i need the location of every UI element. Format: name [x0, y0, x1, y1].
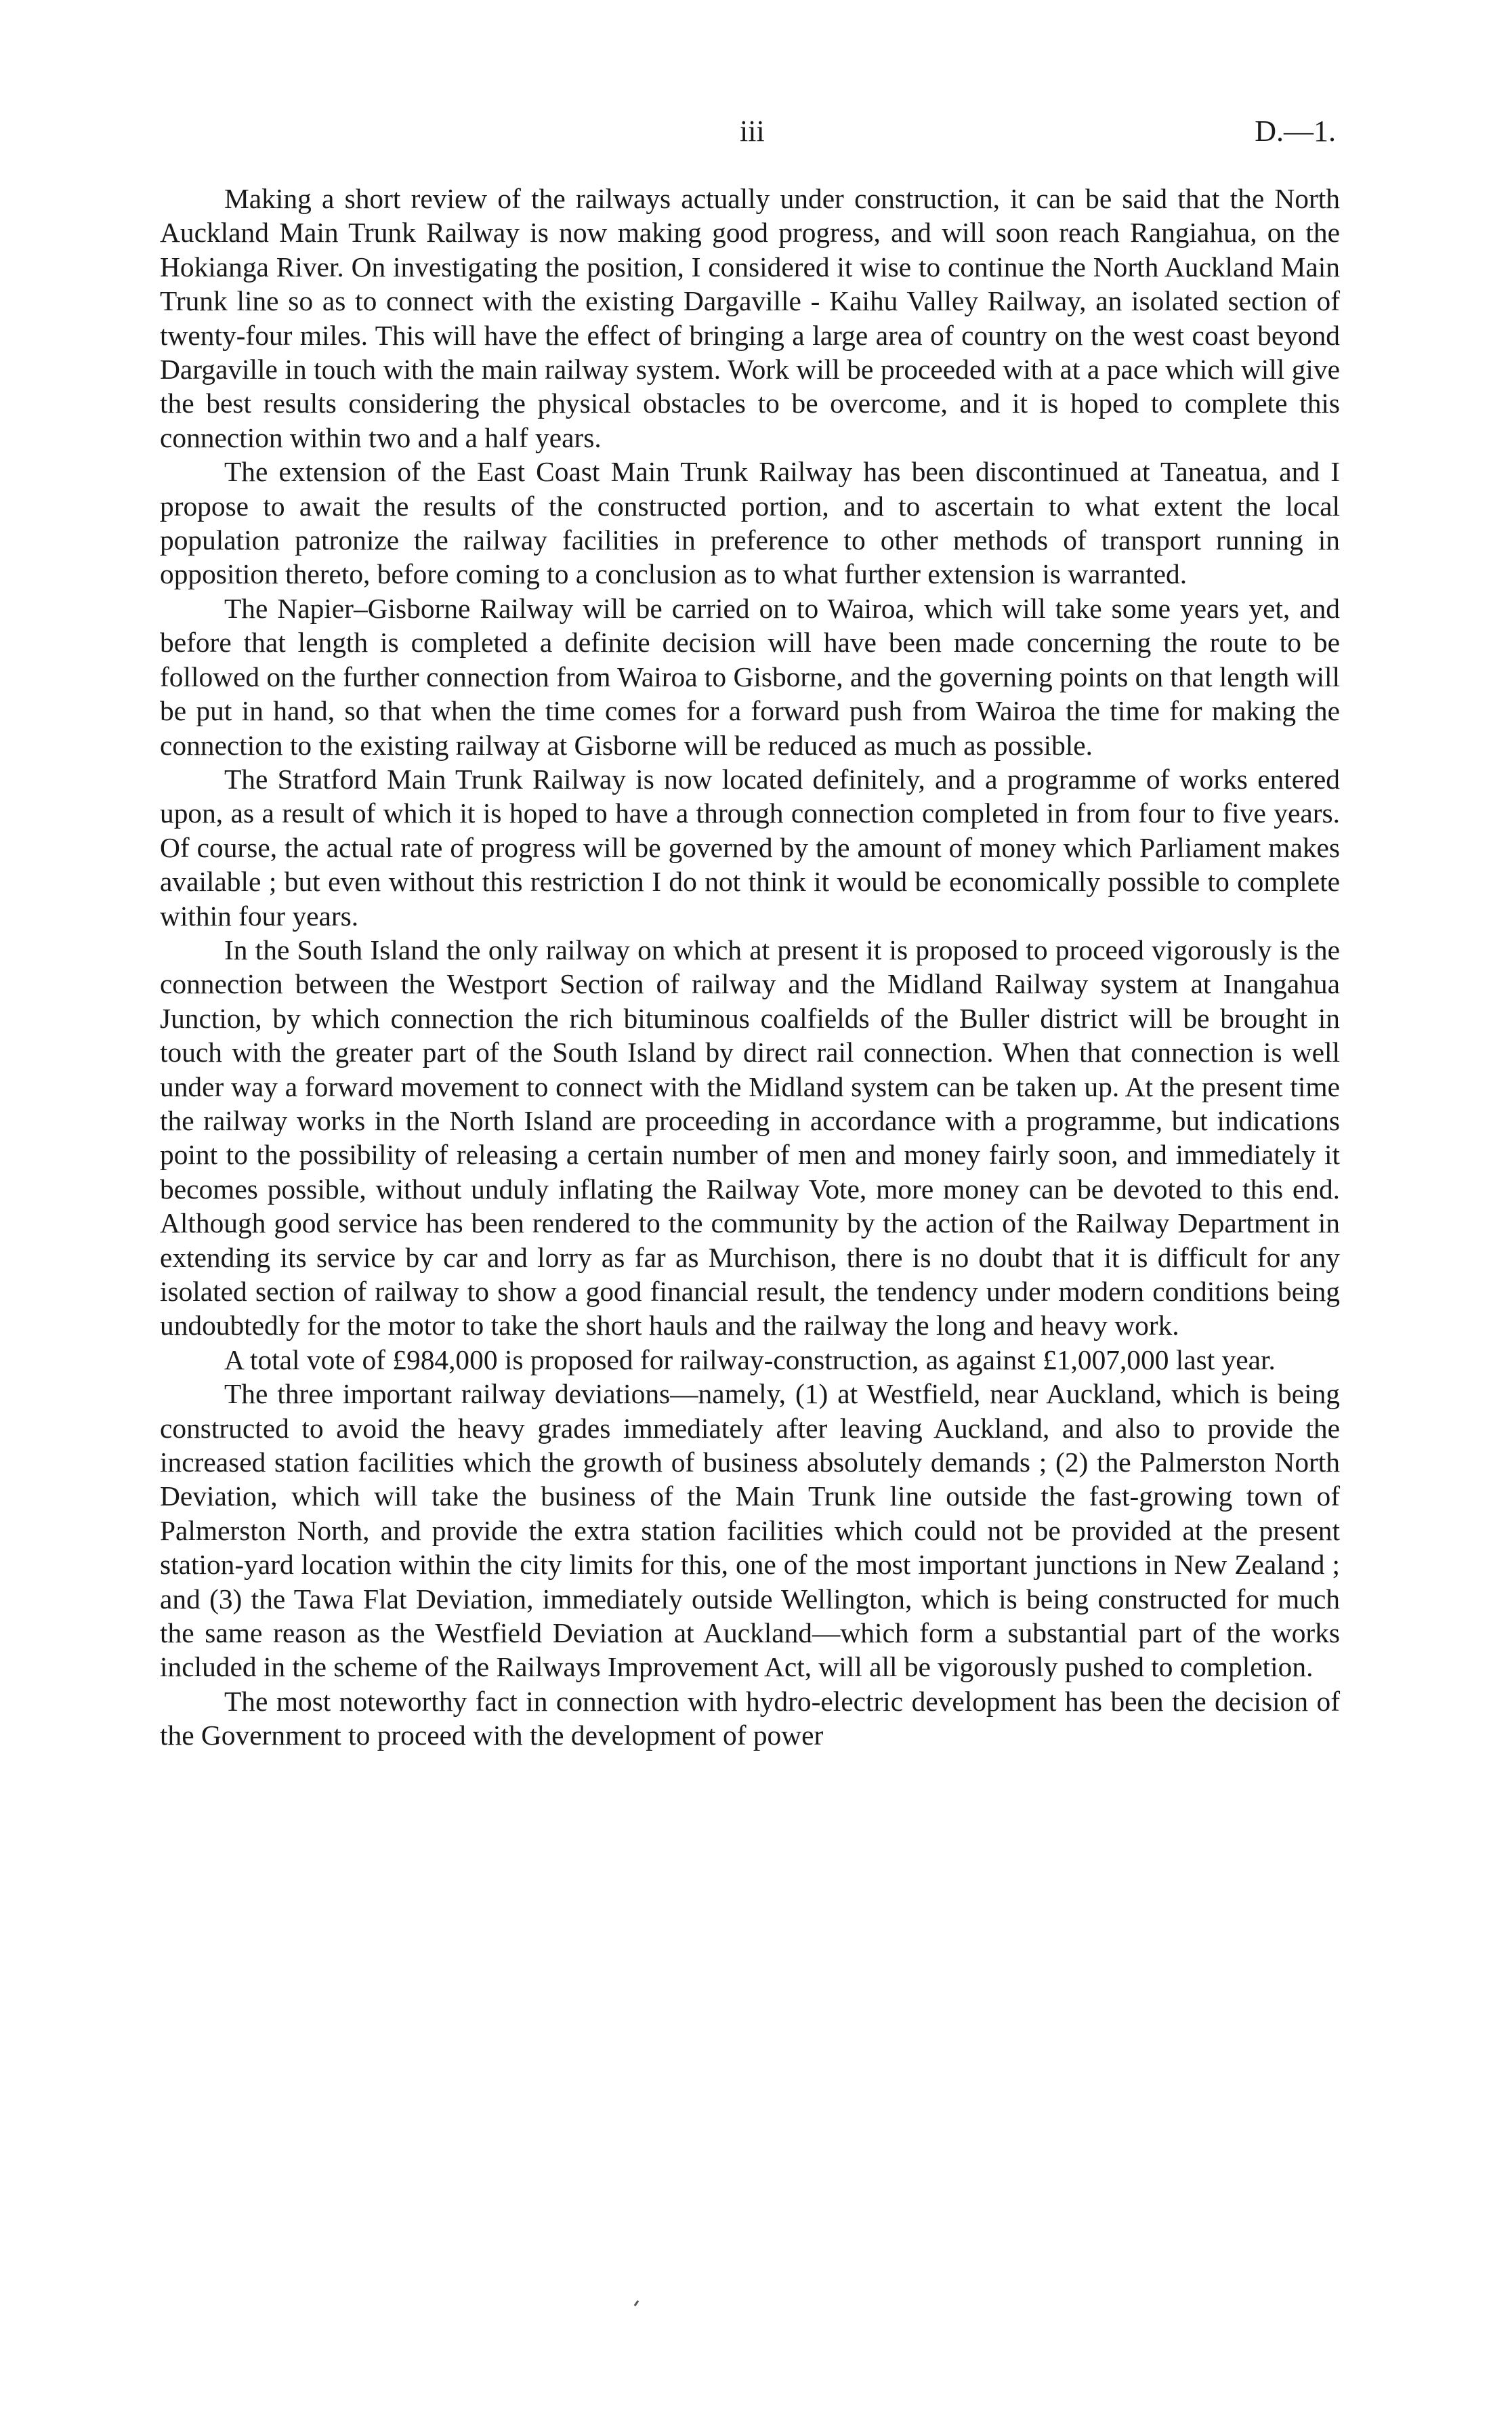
paragraph-hydro-electric: The most noteworthy fact in connection with hydro-electric development has been the decision of the Government to proceed with the development of power	[160, 1685, 1340, 1751]
document-reference: D.—1.	[1255, 115, 1336, 148]
paragraph-deviations: The three important railway deviations—namely, (1) at Westfield, near Auckland, which is being constructed to avoid the heavy grades immediately after leaving Auckland, and also to provide the increased station facilities which the growth of business absolutely demands ; (2) the Palmerston North Deviation, which will take the business of the Main Trunk line outside the fast-growing town of Palmerston North, and provide the extra station facilities which could not be provided at the present station-yard location within the city limits for this, one of the most important junctions in New Zealand ; and (3) the Tawa Flat Deviation, immediately outside Wellington, which is being constructed for much the same reason as the Westfield Deviation at Auckland—which form a substantial part of the works included in the scheme of the Railways Improvement Act, will all be vigorously pushed to completion.	[160, 1378, 1340, 1683]
page-number: iii	[740, 115, 765, 148]
body-text	[160, 182, 1340, 1753]
paragraph-east-coast: The extension of the East Coast Main Trunk Railway has been discontinued at Taneatua, and I propose to await the results of the constructed portion, and to ascertain to what extent the local population patronize the railway facilities in preference to other methods of transport running in opposition thereto, before coming to a conclusion as to what further extension is warranted.	[160, 456, 1340, 590]
stray-ink-mark	[634, 2300, 639, 2306]
paragraph-north-auckland: Making a short review of the railways actually under construction, it can be said that the North Auckland Main Trunk Railway is now making good progress, and will soon reach Rangiahua, on the Hokianga River. On investigating the position, I considered it wise to continue the North Auckland Main Trunk line so as to connect with the existing Dargaville - Kaihu Valley Railway, an isolated section of twenty-four miles. This will have the effect of bringing a large area of country on the west coast beyond Dargaville in touch with the main railway system. Work will be proceeded with at a pace which will give the best results considering the physical obstacles to be overcome, and it is hoped to complete this connection within two and a half years.	[160, 183, 1340, 453]
page-header	[0, 114, 1512, 154]
paragraph-south-island: In the South Island the only railway on which at present it is proposed to proceed vigorously is the connection between the Westport Section of railway and the Midland Railway system at Inangahua Junction, by which connection the rich bituminous coalfields of the Buller district will be brought in touch with the greater part of the South Island by direct rail connection. When that connection is well under way a forward movement to connect with the Midland system can be taken up. At the present time the railway works in the North Island are proceeding in accordance with a programme, but indications point to the possibility of releasing a certain number of men and money fairly soon, and immediately it becomes possible, without unduly inflating the Railway Vote, more money can be devoted to this end. Although good service has been rendered to the community by the action of the Railway Department in extending its service by car and lorry as far as Murchison, there is no doubt that it is difficult for any isolated section of railway to show a good financial result, the tendency under modern conditions being undoubtedly for the motor to take the short hauls and the railway the long and heavy work.	[160, 934, 1340, 1342]
paragraph-total-vote: A total vote of £984,000 is proposed for railway-construction, as against £1,007,000 last year.	[224, 1344, 1276, 1375]
paragraph-stratford: The Stratford Main Trunk Railway is now located definitely, and a programme of works entered upon, as a result of which it is hoped to have a through connection completed in from four to five years. Of course, the actual rate of progress will be governed by the amount of money which Parliament makes available ; but even without this restriction I do not think it would be economically possible to complete within four years.	[160, 763, 1340, 932]
paragraph-napier-gisborne: The Napier–Gisborne Railway will be carried on to Wairoa, which will take some years yet, and before that length is completed a definite decision will have been made concerning the route to be followed on the further connection from Wairoa to Gisborne, and the governing points on that length will be put in hand, so that when the time comes for a forward push from Wairoa the time for making the connection to the existing railway at Gisborne will be reduced as much as possible.	[160, 592, 1340, 761]
